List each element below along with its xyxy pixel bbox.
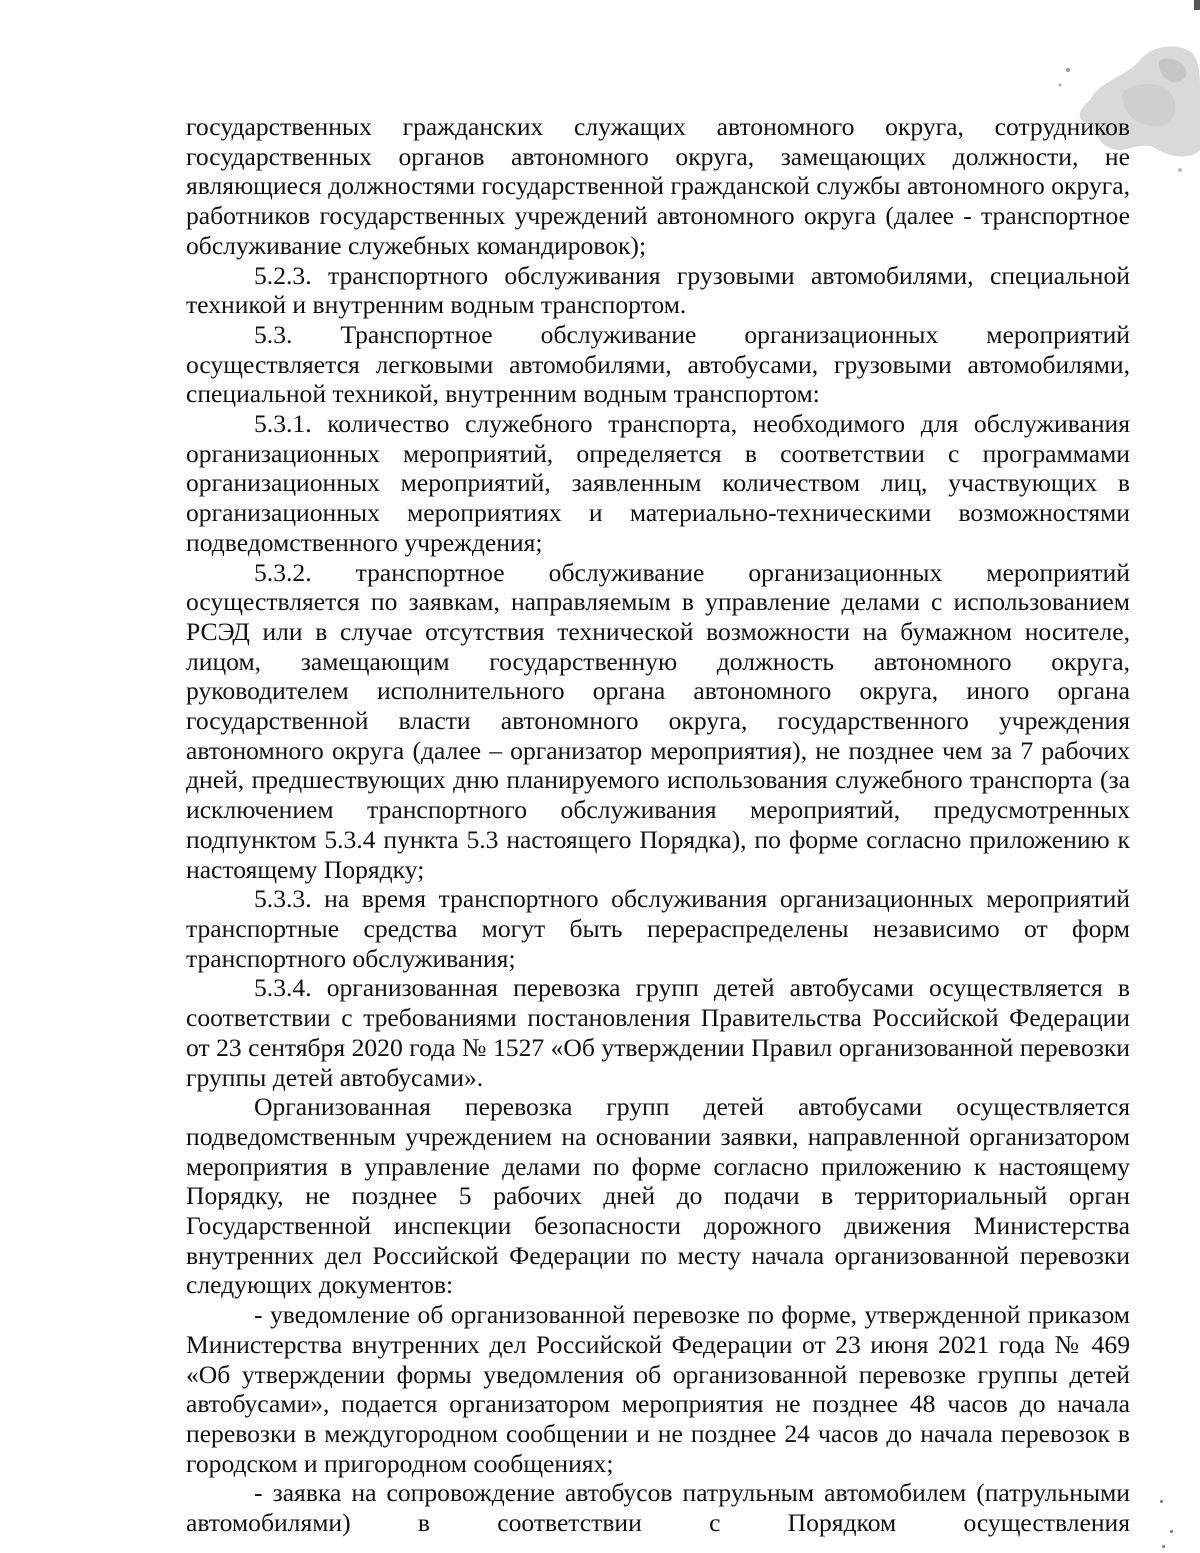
paragraph: государственных гражданских служащих автономного округа, сотрудников государственных органов автономного округа, замещающих должности, не являющиеся должностями государственной гражданской службы автономного округа, работников государственных учреждений автономного округа (далее - транспортное обслуживание служебных командировок);: [186, 112, 1130, 260]
scan-edge-mark: [1194, 0, 1200, 10]
paragraph: 5.3.3. на время транспортного обслуживания организационных мероприятий транспортные средства могут быть перераспределены независимо от форм транспортного обслуживания;: [186, 884, 1130, 973]
paragraph: 5.3. Транспортное обслуживание организационных мероприятий осуществляется легковыми автомобилями, автобусами, грузовыми автомобилями, специальной техникой, внутренним водным транспортом:: [186, 319, 1130, 409]
paragraph: 5.3.2. транспортное обслуживание организационных мероприятий осуществляется по заявкам, направляемым в управление делами с использованием РСЭД или в случае отсутствия технической возможности на бумажном носителе, лицом, замещающим государственную должность автономного округа, руководителем исполнительного органа автономного округа, иного органа государственной власти автономного округа, государственного учреждения автономного округа (далее – организатор мероприятия), не позднее чем за 7 рабочих дней, предшествующих дню планируемого использования служебного транспорта (за исключением транспортного обслуживания мероприятий, предусмотренных подпунктом 5.3.4 пункта 5.3 настоящего Порядка), по форме согласно приложению к настоящему Порядку;: [186, 557, 1130, 884]
paragraph: - заявка на сопровождение автобусов патрульным автомобилем (патрульными автомобилями) в соответствии с Порядком осуществления: [186, 1478, 1130, 1538]
paragraph: 5.2.3. транспортного обслуживания грузовыми автомобилями, специальной техникой и внутренним водным транспортом.: [186, 260, 1130, 320]
document-body: [186, 112, 1130, 1538]
paragraph: 5.3.4. организованная перевозка групп детей автобусами осуществляется в соответствии с требованиями постановления Правительства Российской Федерации от 23 сентября 2020 года № 1527 «Об утверждении Правил организованной перевозки группы детей автобусами».: [186, 973, 1130, 1092]
scan-dust: [1162, 1545, 1165, 1548]
scan-dust: [1160, 1500, 1163, 1503]
paragraph: - уведомление об организованной перевозке по форме, утвержденной приказом Министерства внутренних дел Российской Федерации от 23 июня 2021 года № 469 «Об утверждении формы уведомления об организованной перевозке группы детей автобусами», подается организатором мероприятия не позднее 48 часов до начала перевозки в междугородном сообщении и не позднее 24 часов до начала перевозок в городском и пригородном сообщениях;: [186, 1300, 1130, 1478]
scan-dust: [1170, 1530, 1173, 1533]
paragraph: 5.3.1. количество служебного транспорта, необходимого для обслуживания организационных мероприятий, определяется в соответствии с программами организационных мероприятий, заявленным количеством лиц, участвующих в организационных мероприятиях и материально-техническими возможностями подведомственного учреждения;: [186, 409, 1130, 557]
paragraph: Организованная перевозка групп детей автобусами осуществляется подведомственным учреждением на основании заявки, направленной организатором мероприятия в управление делами по форме согласно приложению к настоящему Порядку, не позднее 5 рабочих дней до подачи в территориальный орган Государственной инспекции безопасности дорожного движения Министерства внутренних дел Российской Федерации по месту начала организованной перевозки следующих документов:: [186, 1092, 1130, 1300]
